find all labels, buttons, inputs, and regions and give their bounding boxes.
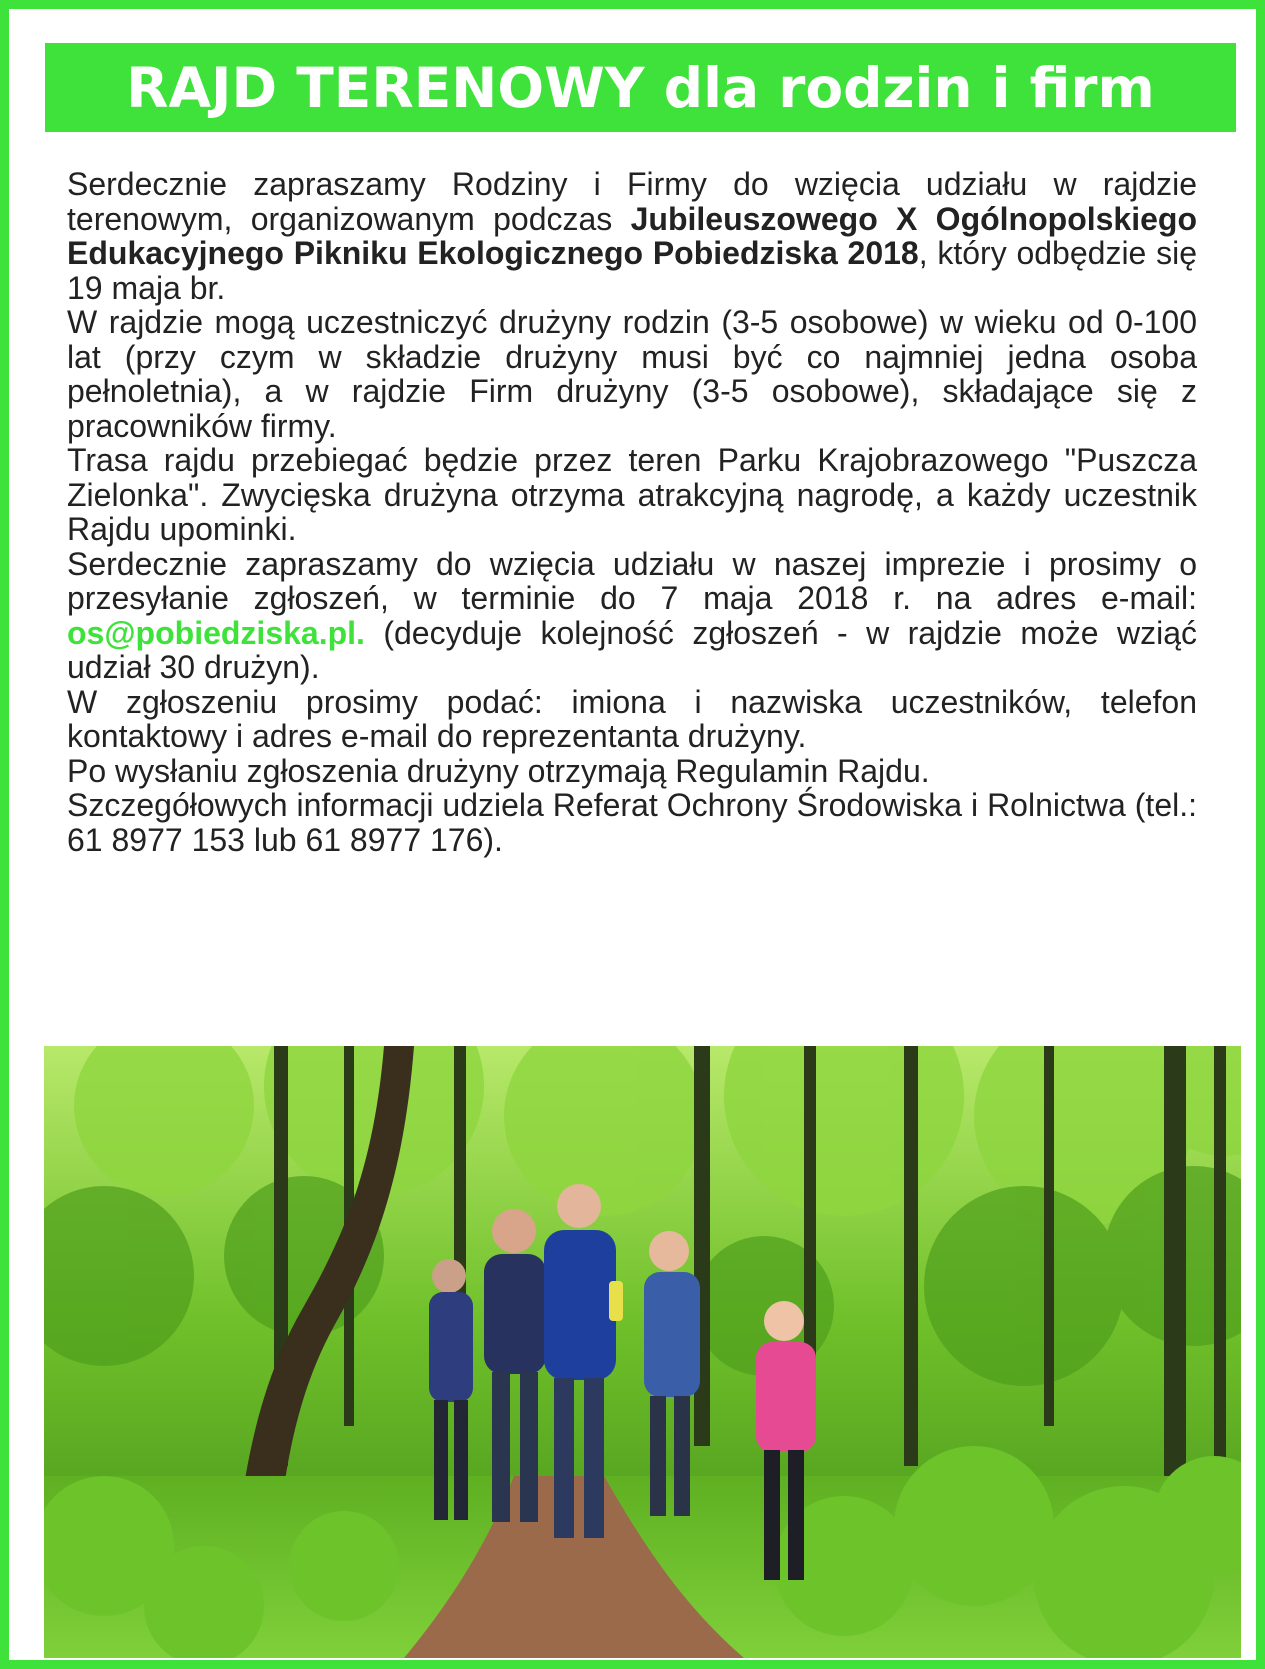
- invitation-date: , który odbędzie się 19 maja br.: [67, 235, 1198, 306]
- article-body: [67, 167, 1197, 857]
- paragraph-invitation: [67, 167, 1197, 305]
- invitation-intro: Serdecznie zapraszamy Rodziny i Firmy do wzięcia udziału w rajdzie terenowym, organizowanym podczas: [67, 166, 1197, 237]
- paragraph-rules: Po wysłaniu zgłoszenia drużyny otrzymają Regulamin Rajdu.: [67, 752, 930, 789]
- registration-outro: (decyduje kolejność zgłoszeń - w rajdzie może wziąć udział 30 drużyn).: [67, 614, 1197, 685]
- forest-hike-photo: [44, 1046, 1241, 1658]
- registration-intro: Serdecznie zapraszamy do wzięcia udziału w naszej imprezie i prosimy o przesyłanie zgłoszeń, w terminie do 7 maja 2018 r. na adres e-mail:: [67, 545, 1197, 616]
- paragraph-contact: Szczegółowych informacji udziela Referat Ochrony Środowiska i Rolnictwa (tel.: 61 8977 153 lub 61 8977 176).: [67, 787, 1197, 858]
- event-name: Jubileuszowego X Ogólnopolskiego Edukacyjnego Pikniku Ekologicznego Pobiedziska 2018: [67, 200, 1198, 271]
- paragraph-teams: W rajdzie mogą uczestniczyć drużyny rodzin (3-5 osobowe) w wieku od 0-100 lat (przy czym w składzie drużyny musi być co najmniej jedna osoba pełnoletnia), a w rajdzie Firm drużyny (3-5 osobowe), składające się z pracowników firmy.: [67, 304, 1197, 444]
- paragraph-registration: [67, 547, 1197, 685]
- paragraph-required-info: W zgłoszeniu prosimy podać: imiona i nazwiska uczestników, telefon kontaktowy i adres e-mail do reprezentanta drużyny.: [67, 683, 1197, 754]
- email-link[interactable]: os@pobiedziska.pl.: [67, 614, 365, 651]
- title-banner: [45, 43, 1236, 132]
- paragraph-route: Trasa rajdu przebiegać będzie przez teren Parku Krajobrazowego "Puszcza Zielonka". Zwycięska drużyna otrzyma atrakcyjną nagrodę, a każdy uczestnik Rajdu upominki.: [67, 442, 1197, 547]
- page-title: RAJD TERENOWY dla rodzin i firm: [126, 55, 1155, 120]
- forest-hike-illustration: [44, 1046, 1241, 1658]
